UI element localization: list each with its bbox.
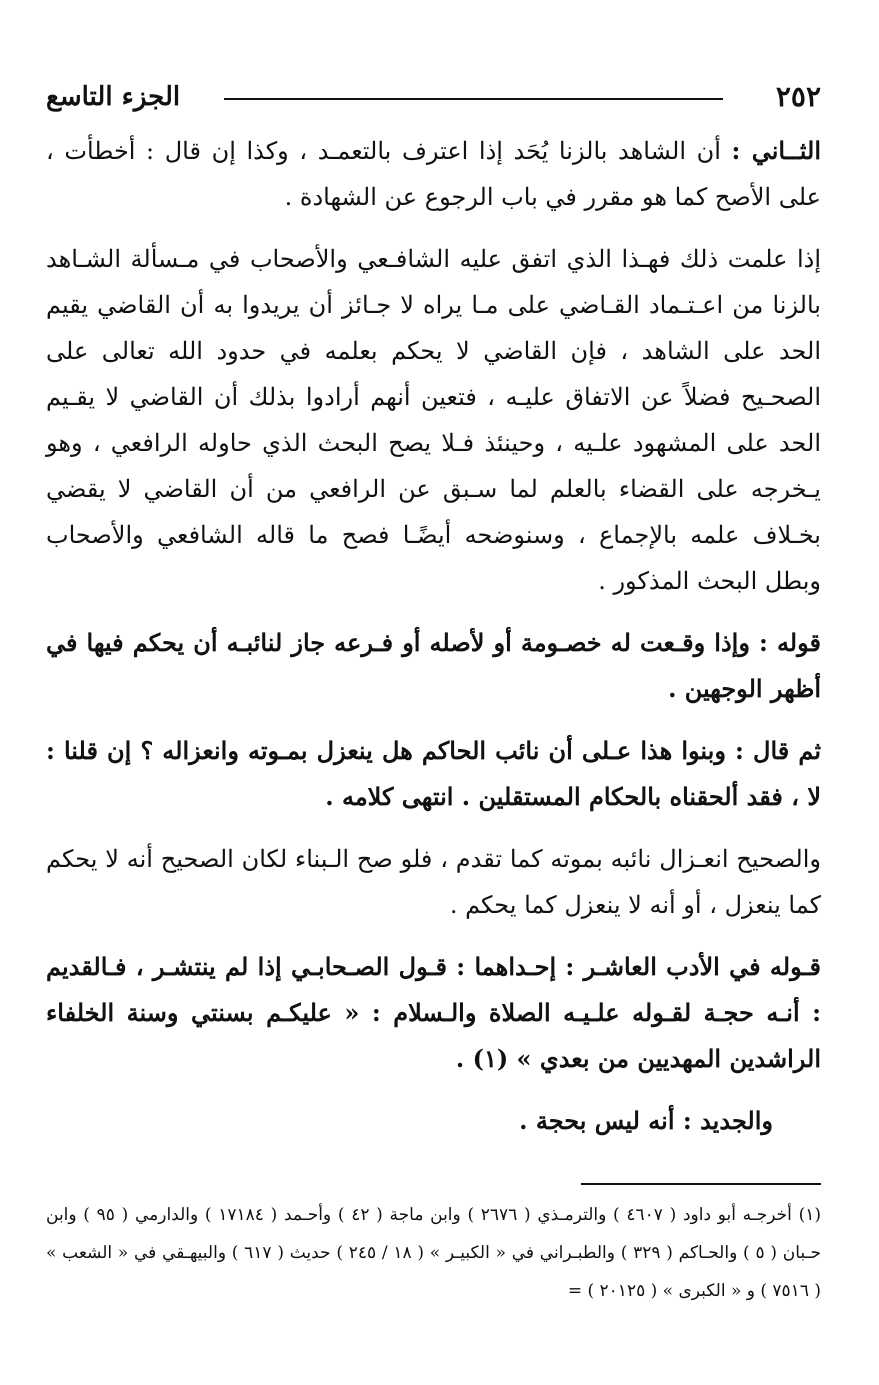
footnote: (١) أخرجـه أبو داود ( ٤٦٠٧ ) والترمـذي ( ٢٦٧٦ ) وابن ماجة ( ٤٢ ) وأحـمد ( ١٧١٨٤ ) والدارمي ( ٩٥ ) وابن حـبان ( ٥ ) والحـاكم ( ٣٢٩ ) والطبـراني في « الكبيـر » ( ١٨ / ٢٤٥ ) حديث ( ٦١٧ ) والبيهـقي في « الشعب » ( ٧٥١٦ ) و « الكبرى » ( ٢٠١٢٥ ) = [46,1205,822,1301]
paragraph-quote-tenth-etiquette: قـوله في الأدب العاشـر : إحـداهما : قـول الصـحابـي إذا لم ينتشـر ، فـالقديم : أنـه حجـة لقـوله علـيـه الصلاة والـسلام : « عليكـم بسنتي وسنة الخلفاء الراشدين المهديين من بعدي » (١) . [46,952,821,1073]
footnote-rule [581,1183,821,1185]
page-header [46,80,821,118]
main-text [46,128,821,1160]
page-number: ٢٥٢ [775,80,821,113]
paragraph-correction: والصحيح انعـزال نائبه بموته كما تقدم ، فلو صح الـبناء لكان الصحيح أنه لا يحكم كما ينعزل ، أو أنه لا ينعزل كما يحكم . [46,845,821,919]
paragraph-quote-judge-dispute: قوله : وإذا وقـعت له خصـومة أو لأصله أو فـرعه جاز لنائبـه أن يحكم فيها في أظهر الوجهين . [46,628,821,703]
paragraph-second-point [46,128,821,220]
paragraph-quote-deputy: ثم قال : وبنوا هذا عـلى أن نائب الحاكم هل ينعزل بمـوته وانعزاله ؟ إن قلنا : لا ، فقد ألحقناه بالحكام المستقلين . انتهى كلامه . [46,736,821,811]
paragraph-text: أن الشاهد بالزنا يُحَد إذا اعترف بالتعمـد ، وكذا إن قال : أخطأت ، على الأصح كما هو مقرر في باب الرجوع عن الشهادة . [46,137,821,211]
volume-title: الجزء التاسع [46,82,181,112]
paragraph-discussion: إذا علمت ذلك فهـذا الذي اتفق عليه الشافـعي والأصحاب في مـسألة الشـاهد بالزنا من اعـتـماد القـاضي على مـا يراه لا جـائز أن يريدوا به أن القاضي يقيم الحد على الشاهد ، فإن القاضي لا يحكم بعلمه في حدود الله تعالى على الصحـيح فضلاً عن الاتفاق عليـه ، فتعين أنهم أرادوا بذلك أن القاضي لا يقـيم الحد على المشهود علـيه ، وحينئذ فـلا يصح البحث الذي حاوله الرافعي ، وهو يـخرجه على القضاء بالعلم لما سـبق عن الرافعي من أن القاضي لا يقضي بخـلاف علمه بالإجماع ، وسنوضحه أيضًـا فصح ما قاله الشافعي والأصحاب وبطل البحث المذكور . [46,245,821,595]
header-rule [224,98,723,100]
paragraph-lead: الثــاني : [731,136,822,165]
paragraph-new-opinion: والجديد : أنه ليس بحجة . [519,1106,773,1135]
